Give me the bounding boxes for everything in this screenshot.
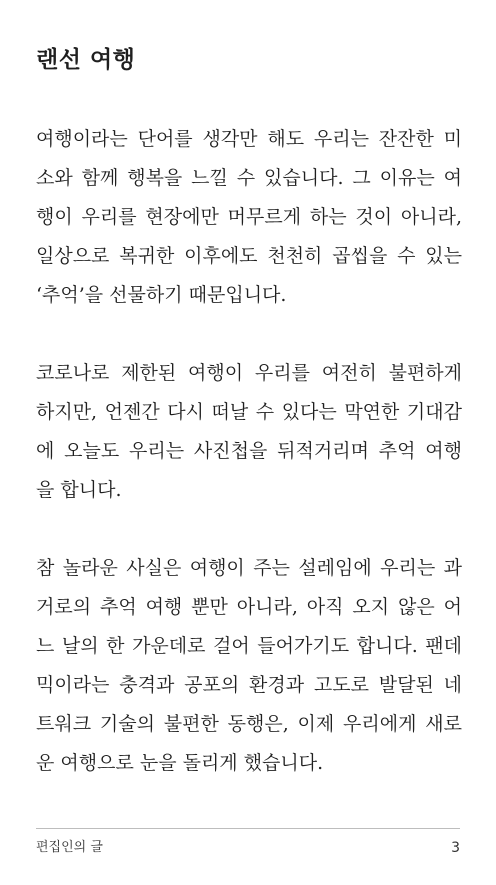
paragraph-line: 여행이라는 단어를 생각만 해도 우리는 잔잔한 미 [36, 128, 462, 150]
paragraph-line: 소와 함께 행복을 느낄 수 있습니다. 그 이유는 여 [36, 167, 462, 189]
paragraph-line: 참 놀라운 사실은 여행이 주는 설레임에 우리는 과 [36, 557, 462, 579]
paragraph-line: 느 날의 한 가운데로 걸어 들어가기도 합니다. 팬데 [36, 635, 462, 657]
paragraph-line: 거로의 추억 여행 뿐만 아니라, 아직 오지 않은 어 [36, 596, 462, 618]
paragraph-line: 일상으로 복귀한 이후에도 천천히 곱씹을 수 있는 [36, 245, 462, 267]
paragraph-line: 을 합니다. [36, 479, 122, 501]
page-title: 랜선 여행 [36, 46, 136, 73]
footer-section-label: 편집인의 글 [36, 840, 103, 855]
paragraph-line: 믹이라는 충격과 공포의 환경과 고도로 발달된 네 [36, 674, 462, 696]
paragraph-2 [36, 354, 462, 510]
paragraph-line: ‘추억’을 선물하기 때문입니다. [36, 284, 287, 306]
paragraph-3 [36, 549, 462, 783]
paragraph-line: 에 오늘도 우리는 사진첩을 뒤적거리며 추억 여행 [36, 440, 462, 462]
article-body [36, 120, 462, 822]
paragraph-line: 운 여행으로 눈을 돌리게 했습니다. [36, 752, 324, 774]
footer-divider [36, 828, 460, 829]
paragraph-line: 트워크 기술의 불편한 동행은, 이제 우리에게 새로 [36, 713, 462, 735]
page-number: 3 [451, 840, 460, 856]
paragraph-1 [36, 120, 462, 315]
paragraph-line: 행이 우리를 현장에만 머무르게 하는 것이 아니라, [36, 206, 462, 228]
paragraph-line: 하지만, 언젠간 다시 떠날 수 있다는 막연한 기대감 [36, 401, 462, 423]
paragraph-line: 코로나로 제한된 여행이 우리를 여전히 불편하게 [36, 362, 462, 384]
